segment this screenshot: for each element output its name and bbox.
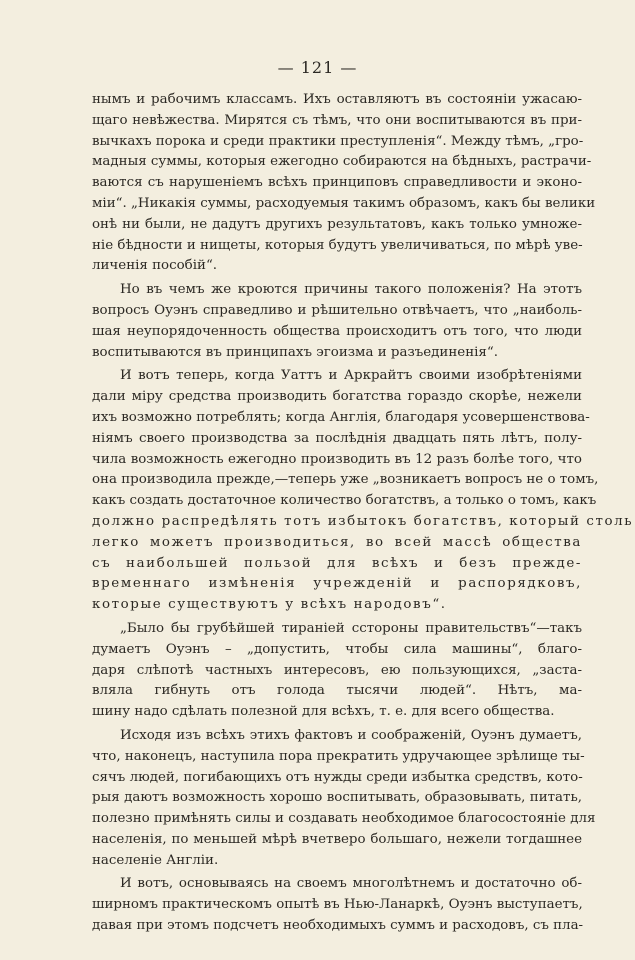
text-line: дали міру средства производить богатства гораздо скорѣе, нежели	[92, 389, 582, 405]
text-line: должно распредѣлять тотъ избытокъ богатствъ, который столь	[92, 513, 634, 529]
text-line: нымъ и рабочимъ классамъ. Ихъ оставляютъ въ состояніи ужасаю-	[92, 92, 582, 107]
text-line: шая неупорядоченность общества происходитъ отъ того, что люди	[92, 323, 582, 339]
text-line: щаго невѣжества. Мирятся съ тѣмъ, что они воспитываются въ при-	[92, 112, 582, 128]
text-line: воспитываются въ принципахъ эгоизма и разъединенія“.	[92, 344, 498, 360]
text-line: она производила прежде,—теперь уже „возникаетъ вопросъ не о томъ,	[92, 472, 599, 488]
text-line: И вотъ теперь, когда Уаттъ и Аркрайтъ своими изобрѣтеніями	[120, 368, 582, 384]
text-line: какъ создать достаточное количество богатствъ, а только о томъ, какъ	[92, 493, 597, 509]
text-line: давая при этомъ подсчетъ необходимыхъ суммъ и расходовъ, съ пла-	[92, 918, 584, 934]
text-line: личенія пособій“.	[92, 258, 218, 274]
text-line: Но въ чемъ же кроются причины такого положенія? На этотъ	[120, 282, 582, 298]
text-line: вляла гибнуть отъ голода тысячи людей“. Нѣтъ, ма-	[92, 683, 582, 699]
text-line: которые существуютъ у всѣхъ народовъ“.	[92, 597, 447, 613]
text-line: рыя даютъ возможность хорошо воспитывать, образовывать, питать,	[92, 790, 582, 806]
text-line: „Было бы грубѣйшей тираніей сстороны правительствъ“—такъ	[120, 620, 582, 636]
text-line: чила возможность ежегодно производить въ 12 разъ болѣе того, что	[92, 451, 582, 467]
text-line: вопросъ Оуэнъ справедливо и рѣшительно отвѣчаетъ, что „наиболь-	[92, 302, 582, 318]
text-line: И вотъ, основываясь на своемъ многолѣтнемъ и достаточно об-	[120, 876, 582, 892]
text-line: ніямъ своего производства за послѣднія двадцать пять лѣтъ, полу-	[92, 430, 582, 446]
text-line: ніе бѣдности и нищеты, которыя будутъ увеличиваться, по мѣрѣ уве-	[92, 237, 583, 253]
text-line: міи“. „Никакія суммы, расходуемыя такимъ образомъ, какъ бы велики	[92, 195, 596, 211]
text-line: что, наконецъ, наступила пора прекратить удручающее зрѣлище ты-	[92, 748, 585, 764]
text-line: населенія, по меньшей мѣрѣ вчетверо большаго, нежели тогдашнее	[92, 831, 582, 847]
text-line: думаетъ Оуэнъ – „допустить, чтобы сила машины“, благо-	[92, 641, 582, 657]
text-line: населеніе Англіи.	[92, 852, 219, 868]
text-line: онѣ ни были, не дадутъ другихъ результатовъ, какъ только умноже-	[92, 216, 582, 232]
text-line: сячъ людей, погибающихъ отъ нужды среди избытка средствъ, кото-	[92, 769, 583, 785]
text-line: съ наибольшей пользой для всѣхъ и безъ прежде-	[92, 555, 582, 571]
text-line: даря слѣпотѣ частныхъ интересовъ, ею пользующихся, „заста-	[92, 662, 582, 678]
text-line: мадныя суммы, которыя ежегодно собираются на бѣдныхъ, растрачи-	[92, 154, 592, 170]
text-line: ихъ возможно потреблять; когда Англія, благодаря усовершенствова-	[92, 409, 590, 425]
text-line: ваются съ нарушеніемъ всѣхъ принциповъ справедливости и эконо-	[92, 175, 582, 191]
page-number: — 121 —	[277, 58, 358, 77]
body-text	[92, 90, 634, 937]
text-line: временнаго измѣненія учрежденій и распорядковъ,	[92, 576, 582, 592]
text-line: шину надо сдѣлать полезной для всѣхъ, т. е. для всего общества.	[92, 704, 555, 720]
text-line: вычкахъ порока и среди практики преступленія“. Между тѣмъ, „гро-	[92, 133, 584, 149]
text-line: полезно примѣнять силы и создавать необходимое благосостояніе для	[92, 811, 596, 827]
text-line: ширномъ практическомъ опытѣ въ Нью-Ланаркѣ, Оуэнъ выступаетъ,	[92, 897, 583, 913]
text-line: Исходя изъ всѣхъ этихъ фактовъ и соображеній, Оуэнъ думаетъ,	[120, 727, 582, 743]
text-line: легко можетъ производиться, во всей массѣ общества	[92, 534, 582, 550]
